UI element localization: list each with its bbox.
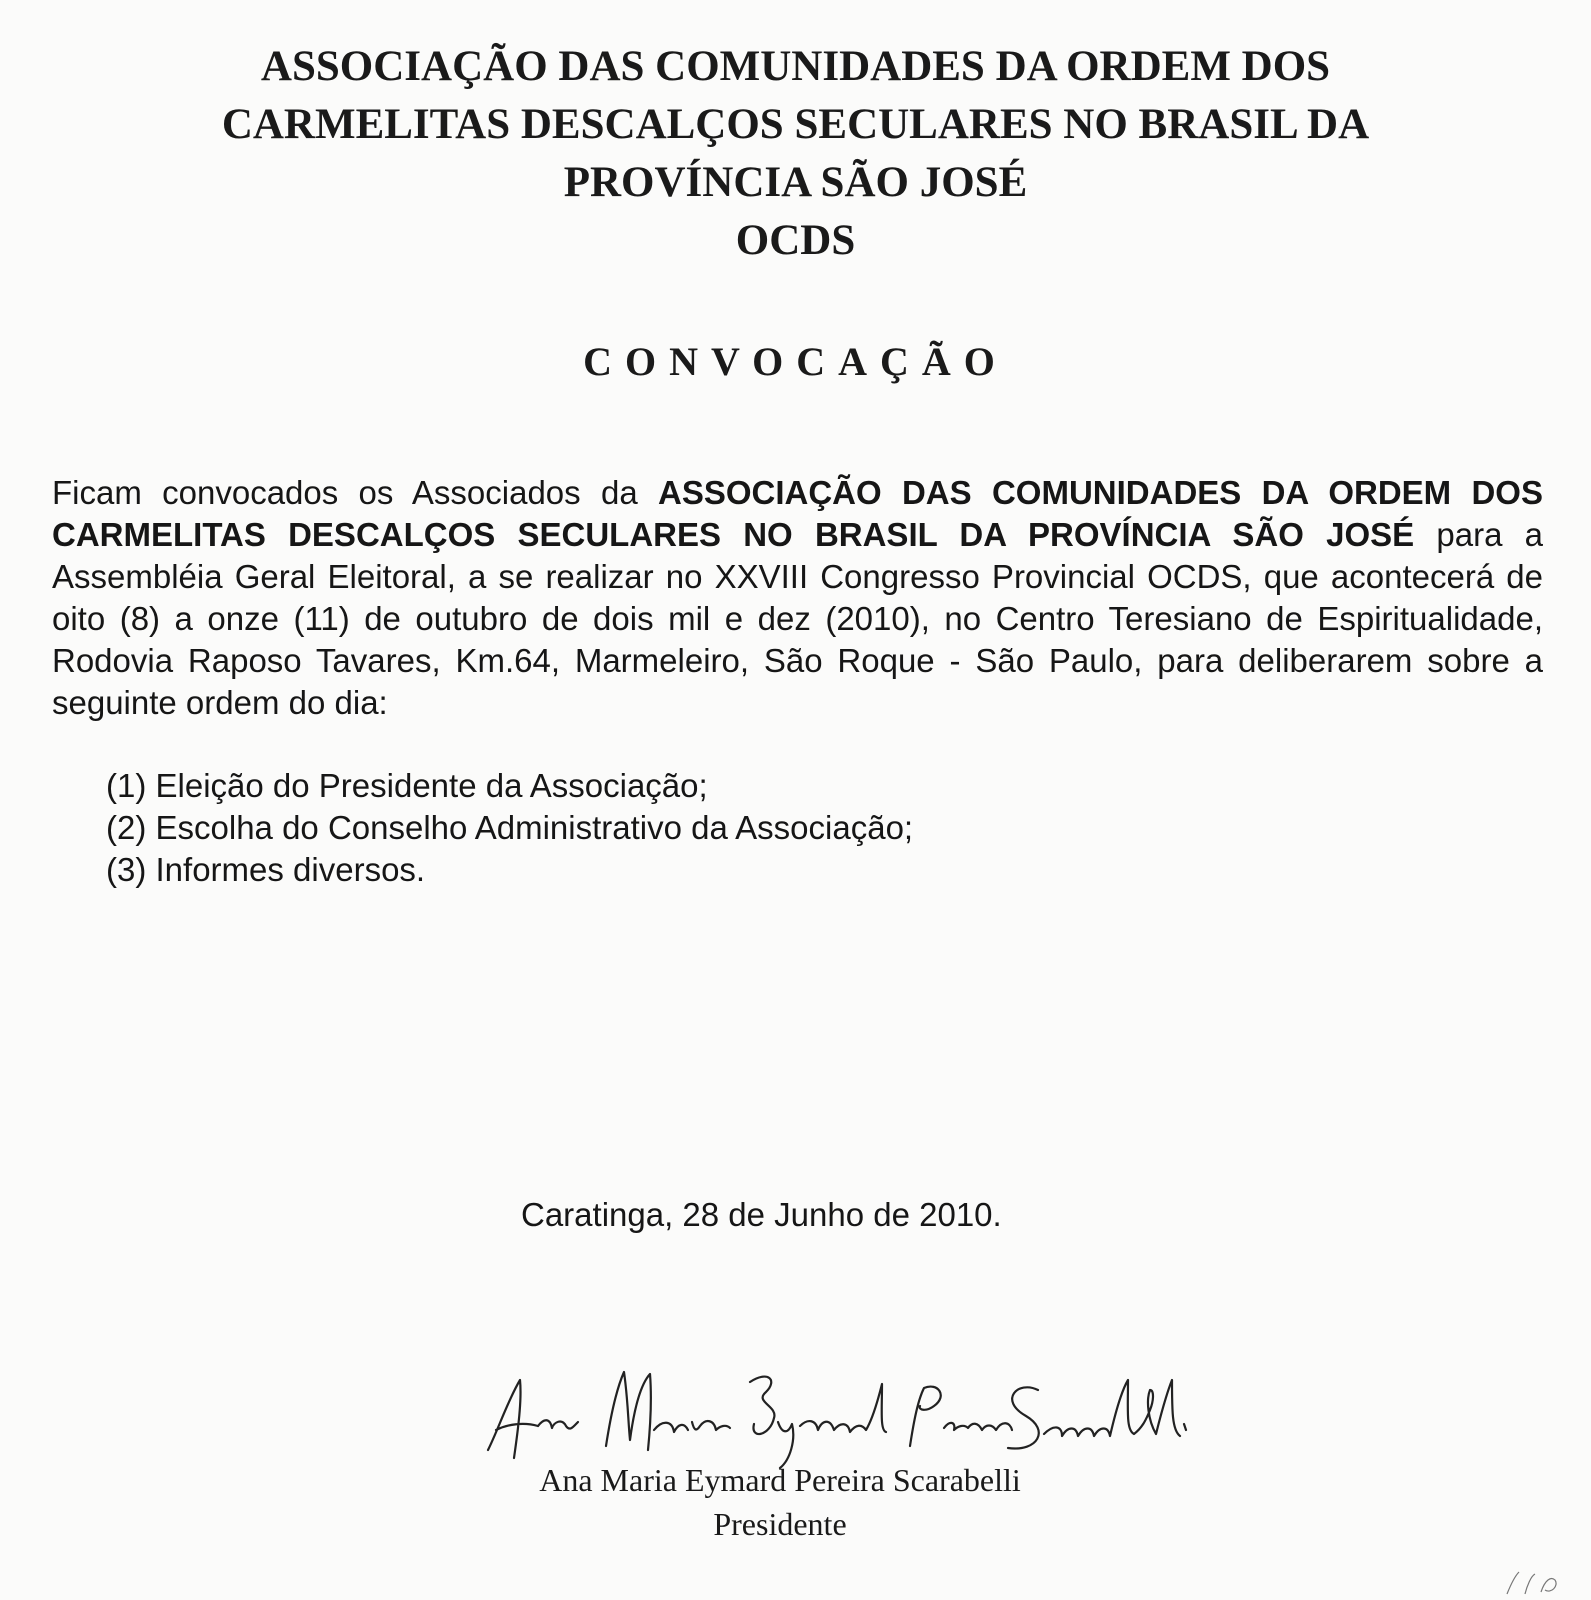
header-line-4: OCDS (735, 217, 856, 264)
document-header (0, 38, 1591, 270)
agenda-item: (2) Escolha do Conselho Administrativo da Associação; (106, 809, 914, 846)
convocation-paragraph (52, 472, 1543, 724)
paragraph-intro: Ficam convocados os Associados da (52, 474, 638, 511)
header-line-2: CARMELITAS DESCALÇOS SECULARES NO BRASIL DA (221, 101, 1370, 148)
association-name: ASSOCIAÇÃO DAS COMUNIDADES DA ORDEM DOS CARMELITAS DESCALÇOS SECULARES NO BRASIL DA PROVÍNCIA SÃO JOSÉ (52, 474, 1543, 553)
signer-role: Presidente (713, 1506, 847, 1542)
date-line: Caratinga, 28 de Junho de 2010. (521, 1196, 1002, 1233)
paragraph-rest: para a Assembléia Geral Eleitoral, a se realizar no XXVIII Congresso Provincial OCDS, que acontecerá de oito (8) a onze (11) de outubro de dois mil e dez (2010), no Centro Teresiano de Espiritualidade, Rodovia Raposo Tavares, Km.64, Marmeleiro, São Roque - São Paulo, para deliberarem sobre a seguinte ordem do dia: (52, 516, 1543, 721)
margin-mark-icon (1501, 1566, 1571, 1596)
header-line-3: PROVÍNCIA SÃO JOSÉ (563, 159, 1028, 206)
agenda-list (106, 765, 913, 891)
agenda-item: (1) Eleição do Presidente da Associação; (106, 767, 708, 804)
document-title: CONVOCAÇÃO (583, 339, 1008, 384)
agenda-item: (3) Informes diversos. (106, 851, 426, 888)
signer-name: Ana Maria Eymard Pereira Scarabelli (539, 1462, 1021, 1498)
header-line-1: ASSOCIAÇÃO DAS COMUNIDADES DA ORDEM DOS (260, 43, 1331, 90)
signer-block (500, 1458, 1060, 1546)
